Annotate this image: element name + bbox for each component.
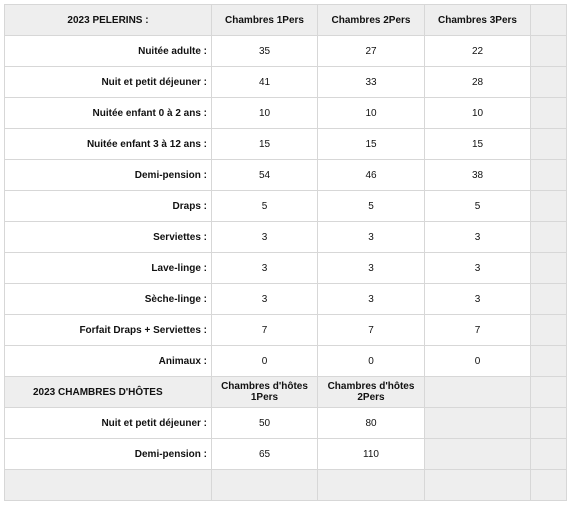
row-label: Forfait Draps + Serviettes : <box>5 315 212 346</box>
row-label: Serviettes : <box>5 222 212 253</box>
price-cell: 3 <box>318 222 425 253</box>
empty-cell <box>425 439 531 470</box>
row-label: Sèche-linge : <box>5 284 212 315</box>
empty-cell <box>531 439 567 470</box>
empty-cell <box>531 284 567 315</box>
price-cell: 3 <box>425 253 531 284</box>
price-cell: 54 <box>212 160 318 191</box>
price-cell: 3 <box>212 222 318 253</box>
header-chambres-hotes-2pers: Chambres d'hôtes 2Pers <box>318 377 425 408</box>
table-row <box>5 346 567 377</box>
price-cell: 46 <box>318 160 425 191</box>
empty-cell <box>531 160 567 191</box>
empty-cell <box>425 377 531 408</box>
price-cell: 38 <box>425 160 531 191</box>
empty-cell <box>531 36 567 67</box>
price-cell: 41 <box>212 67 318 98</box>
row-label: Nuitée enfant 3 à 12 ans : <box>5 129 212 160</box>
empty-cell <box>531 315 567 346</box>
price-cell: 65 <box>212 439 318 470</box>
empty-cell <box>318 470 425 501</box>
empty-cell <box>531 98 567 129</box>
header-chambres-1pers: Chambres 1Pers <box>212 5 318 36</box>
price-cell: 7 <box>425 315 531 346</box>
pelerins-title: 2023 PELERINS : <box>5 5 212 36</box>
price-cell: 0 <box>425 346 531 377</box>
empty-row <box>5 470 567 501</box>
price-cell: 10 <box>318 98 425 129</box>
price-cell: 5 <box>318 191 425 222</box>
empty-cell <box>531 129 567 160</box>
price-cell: 3 <box>425 222 531 253</box>
table-row <box>5 315 567 346</box>
price-cell: 3 <box>212 284 318 315</box>
price-cell: 110 <box>318 439 425 470</box>
empty-cell <box>425 408 531 439</box>
empty-cell <box>531 470 567 501</box>
row-label: Draps : <box>5 191 212 222</box>
header-chambres-hotes-1pers: Chambres d'hôtes 1Pers <box>212 377 318 408</box>
empty-cell <box>531 222 567 253</box>
price-cell: 0 <box>318 346 425 377</box>
row-label: Animaux : <box>5 346 212 377</box>
pelerins-header-row <box>5 5 567 36</box>
table-row <box>5 253 567 284</box>
empty-cell <box>531 67 567 98</box>
table-row <box>5 36 567 67</box>
row-label: Lave-linge : <box>5 253 212 284</box>
price-cell: 7 <box>318 315 425 346</box>
price-cell: 3 <box>318 284 425 315</box>
row-label: Nuitée enfant 0 à 2 ans : <box>5 98 212 129</box>
empty-cell <box>5 470 212 501</box>
price-cell: 5 <box>212 191 318 222</box>
row-label: Nuitée adulte : <box>5 36 212 67</box>
price-cell: 22 <box>425 36 531 67</box>
empty-cell <box>531 5 567 36</box>
chambres-hotes-title: 2023 CHAMBRES D'HÔTES <box>5 377 212 408</box>
price-cell: 10 <box>425 98 531 129</box>
price-cell: 28 <box>425 67 531 98</box>
price-cell: 3 <box>318 253 425 284</box>
table-row <box>5 439 567 470</box>
price-cell: 15 <box>318 129 425 160</box>
table-row <box>5 408 567 439</box>
empty-cell <box>212 470 318 501</box>
table-row <box>5 160 567 191</box>
price-cell: 3 <box>425 284 531 315</box>
table-row <box>5 129 567 160</box>
price-cell: 15 <box>425 129 531 160</box>
row-label: Nuit et petit déjeuner : <box>5 67 212 98</box>
price-cell: 80 <box>318 408 425 439</box>
price-cell: 0 <box>212 346 318 377</box>
table-row <box>5 67 567 98</box>
header-chambres-3pers: Chambres 3Pers <box>425 5 531 36</box>
price-cell: 33 <box>318 67 425 98</box>
header-chambres-2pers: Chambres 2Pers <box>318 5 425 36</box>
price-cell: 35 <box>212 36 318 67</box>
empty-cell <box>531 346 567 377</box>
table-row <box>5 191 567 222</box>
price-cell: 5 <box>425 191 531 222</box>
price-cell: 7 <box>212 315 318 346</box>
table-row <box>5 284 567 315</box>
empty-cell <box>425 470 531 501</box>
price-cell: 15 <box>212 129 318 160</box>
table-row <box>5 222 567 253</box>
empty-cell <box>531 377 567 408</box>
price-cell: 27 <box>318 36 425 67</box>
price-cell: 50 <box>212 408 318 439</box>
row-label: Demi-pension : <box>5 439 212 470</box>
chambres-hotes-header-row <box>5 377 567 408</box>
row-label: Demi-pension : <box>5 160 212 191</box>
empty-cell <box>531 253 567 284</box>
price-cell: 3 <box>212 253 318 284</box>
table-row <box>5 98 567 129</box>
price-cell: 10 <box>212 98 318 129</box>
row-label: Nuit et petit déjeuner : <box>5 408 212 439</box>
empty-cell <box>531 408 567 439</box>
tarifs-table <box>4 4 567 501</box>
empty-cell <box>531 191 567 222</box>
